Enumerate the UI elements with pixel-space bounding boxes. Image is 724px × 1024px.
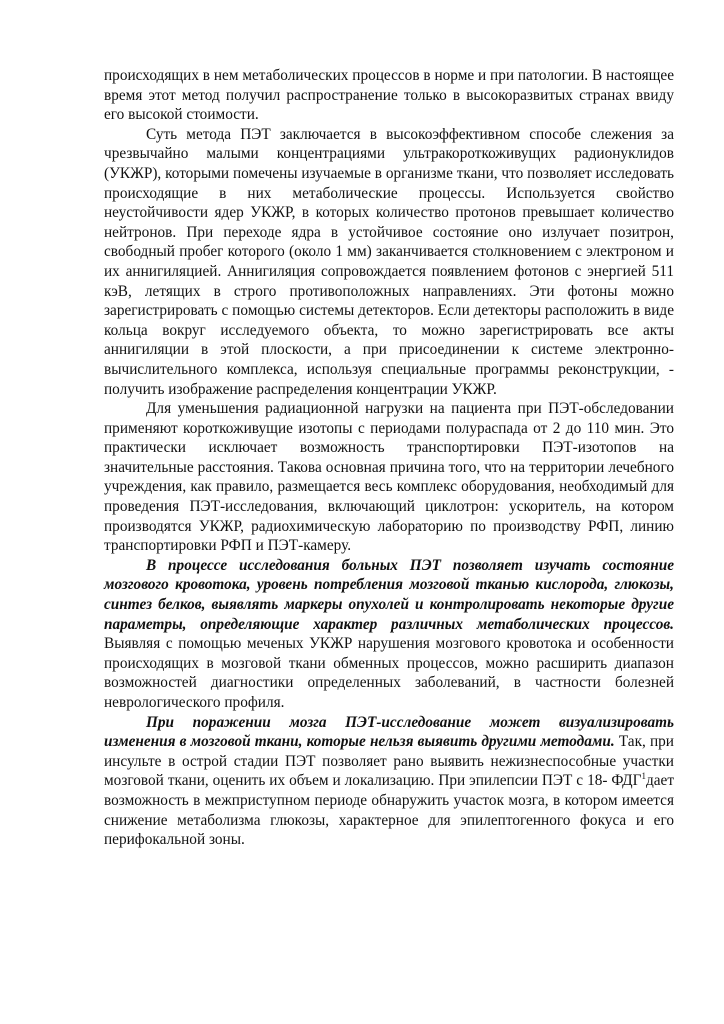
footnote-marker: 1 <box>641 771 646 782</box>
paragraph-2: Суть метода ПЭТ заключается в высокоэффективном способе слежения за чрезвычайно малыми концентрациями ультракороткоживущих радионуклидов (УКЖР), которыми помечены изучаемые в организме ткани, что позволяет исследовать происходящие в них метаболические процессы. Используется свойство неустойчивости ядер УКЖР, в которых количество протонов превышает количество нейтронов. При переходе ядра в устойчивое состояние оно излучает позитрон, свободный пробег которого (около 1 мм) заканчивается столкновением с электроном и их аннигиляцией. Аннигиляция сопровождается появлением фотонов с энергией 511 кэВ, летящих в строго противоположных направлениях. Эти фотоны можно зарегистрировать с помощью системы детекторов. Если детекторы расположить в виде кольца вокруг исследуемого объекта, то можно зарегистрировать все акты аннигиляции в этой плоскости, а при присоединении к системе электронно-вычислительного комплекса, используя специальные программы реконструкции, - получить изображение распределения концентрации УКЖР. <box>104 125 674 398</box>
paragraph-5-text-end: дает возможность в межприступном периоде обнаружить участок мозга, в котором имеется снижение метаболизма глюкозы, характерное для эпилептогенного фокуса и его перифокальной зоны. <box>104 772 674 849</box>
paragraph-5-emphasis: При поражении мозга ПЭТ-исследование может визуализировать изменения в мозговой ткани, которые нельзя выявить другими методами. <box>104 713 674 751</box>
paragraph-4-text: Выявляя с помощью меченых УКЖР нарушения мозгового кровотока и особенности происходящих в мозговой ткани обменных процессов, можно расширить диапазон возможностей диагностики определенных заболеваний, в частности болезней неврологического профиля. <box>104 635 674 711</box>
paragraph-1: происходящих в нем метаболических процессов в норме и при патологии. В настоящее время этот метод получил распространение только в высокоразвитых странах ввиду его высокой стоимости. <box>104 67 674 124</box>
paragraph-3: Для уменьшения радиационной нагрузки на пациента при ПЭТ-обследовании применяют короткоживущие изотопы с периодами полураспада от 2 до 110 мин. Это практически исключает возможность транспортировки ПЭТ-изотопов на значительные расстояния. Такова основная причина того, что на территории лечебного учреждения, как правило, размещается весь комплекс оборудования, необходимый для проведения ПЭТ-исследования, включающий циклотрон: ускоритель, на котором производятся УКЖР, радиохимическую лабораторию по производству РФП, линию транспортировки РФП и ПЭТ-камеру. <box>104 400 674 555</box>
paragraph-4-emphasis: В процессе исследования больных ПЭТ позволяет изучать состояние мозгового кровотока, уровень потребления мозговой тканью кислорода, глюкозы, синтез белков, выявлять маркеры опухолей и контролировать некоторые другие параметры, определяющие характер различных метаболических процессов. <box>104 556 674 633</box>
paragraph-5-text: Так, при инсульте в острой стадии ПЭТ позволяет рано выявить нежизнеспособные участки мозговой ткани, оценить их объем и локализацию. При эпилепсии ПЭТ с 18- ФДГ <box>104 733 674 790</box>
document-page <box>104 66 674 850</box>
paragraph-5 <box>104 713 674 850</box>
paragraph-4 <box>104 556 674 713</box>
